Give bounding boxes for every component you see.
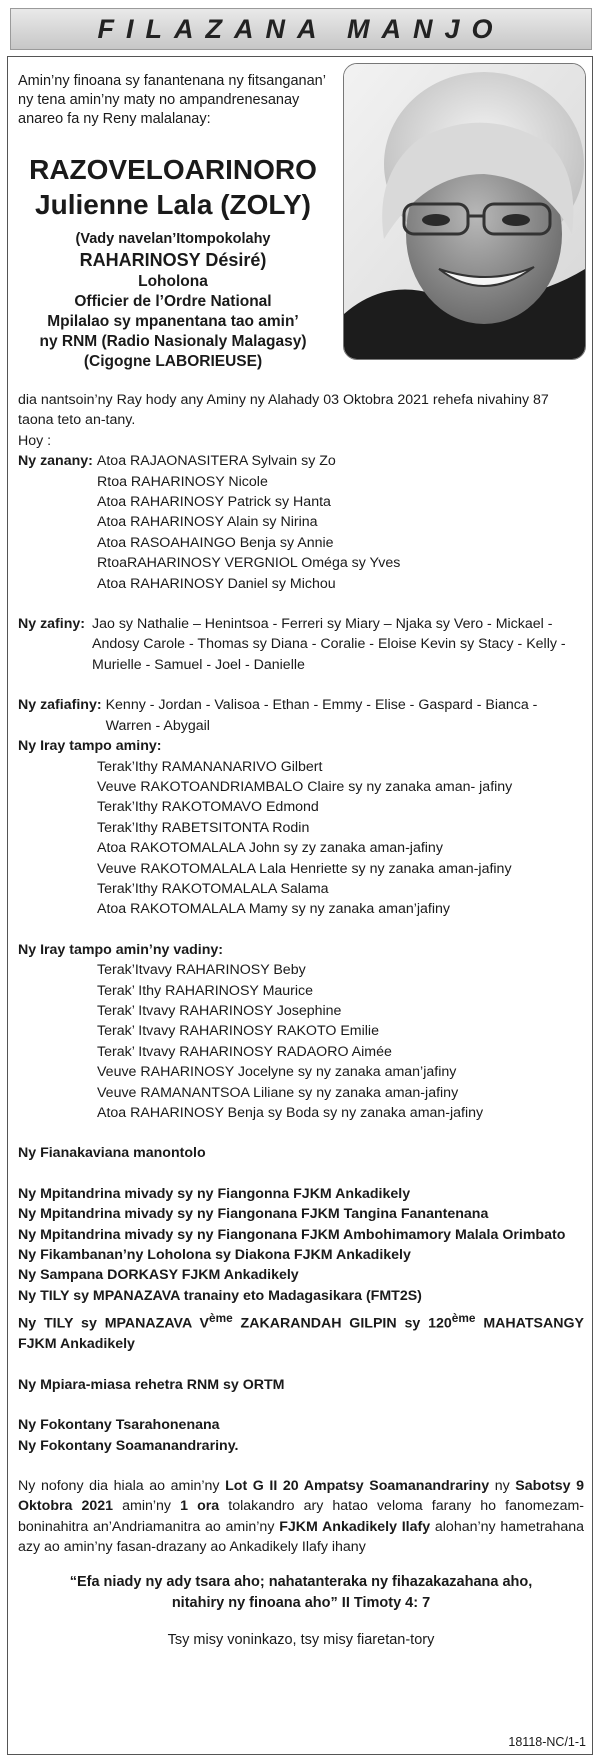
grandchildren-label: Ny zafiny: xyxy=(18,616,86,633)
list-item: RtoaRAHARINOSY VERGNIOL Oméga sy Yves xyxy=(97,555,401,572)
list-item: Atoa RASOAHAINGO Benja sy Annie xyxy=(97,534,334,551)
title-line: Loholona xyxy=(138,273,208,290)
tily-sup-1: ème xyxy=(209,1311,233,1326)
hoy-label: Hoy : xyxy=(18,432,52,449)
list-item: Terak’ Itvavy RAHARINOSY RADAORO Aimée xyxy=(97,1043,392,1060)
great-grandchildren-label: Ny zafiafiny: xyxy=(18,697,102,714)
funeral-church: FJKM Ankadikely Ilafy xyxy=(279,1518,431,1535)
group-line: Ny Sampana DORKASY FJKM Ankadikely xyxy=(18,1267,299,1284)
tily-line xyxy=(18,1308,584,1355)
children-section xyxy=(18,451,584,594)
whole-family: Ny Fianakaviana manontolo xyxy=(18,1145,206,1162)
list-item: Terak’Ithy RAKOTOMALALA Salama xyxy=(97,880,329,897)
title-line: Officier de l’Ordre National xyxy=(74,293,272,310)
list-item: Veuve RAHARINOSY Jocelyne sy ny zanaka aman’jafiny xyxy=(97,1064,457,1081)
funeral-text: amin’ny xyxy=(113,1498,181,1515)
closing-note: Tsy misy voninkazo, tsy misy fiaretan-tory xyxy=(167,1631,435,1648)
tily-text-2: ZAKARANDAH GILPIN sy 120 xyxy=(232,1315,452,1332)
deceased-block xyxy=(18,152,328,372)
grandchildren-text: Jao sy Nathalie – Henintsoa - Ferreri sy Miary – Njaka sy Vero - Mickael - Andosy Carole - Thomas sy Diana - Coralie - Eloise Kevin sy Stacy - Kelly - Murielle - Samuel - Joel - Danielle xyxy=(92,616,566,673)
spouse-line1: (Vady navelan’Itompokolahy xyxy=(75,231,271,247)
list-item: Veuve RAMANANTSOA Liliane sy ny zanaka aman-jafiny xyxy=(97,1084,459,1101)
funeral-date: Sabotsy 9 Oktobra 2021 xyxy=(18,1478,584,1515)
tily-text-3: MAHATSANGY FJKM Ankadikely xyxy=(18,1315,584,1353)
in-laws-label: Ny Iray tampo amin’ny vadiny: xyxy=(18,941,223,958)
announcement: dia nantsoin’ny Ray hody any Aminy ny Alahady 03 Oktobra 2021 rehefa nivahiny 87 taona teto an-tany. xyxy=(18,392,549,429)
funeral-text: tolakandro ary hatao veloma farany ho fanomezam-boninahitra an’Andriamanitra ao amin’ny xyxy=(18,1498,585,1535)
deceased-name-line1: RAZOVELOARINORO xyxy=(29,154,317,185)
deceased-titles xyxy=(18,272,328,372)
list-item: Atoa RAKOTOMALALA Mamy sy ny zanaka aman’jafiny xyxy=(97,901,450,918)
spouse-line2: RAHARINOSY Désiré) xyxy=(79,250,267,270)
list-item: Atoa RAHARINOSY Benja sy Boda sy ny zanaka aman-jafiny xyxy=(97,1105,484,1121)
group-line: Ny Mpitandrina mivady sy ny Fiangonana FJKM Ambohimamory Malala Orimbato xyxy=(18,1226,566,1243)
intro-text: Amin’ny finoana sy fanantenana ny fitsanganan’ ny tena amin’ny maty no ampandrenesanay anareo fa ny Reny malalanay: xyxy=(18,73,326,127)
list-item: Veuve RAKOTOANDRIAMBALO Claire sy ny zanaka aman- jafiny xyxy=(97,778,513,795)
groups-section xyxy=(18,1184,584,1355)
group-line: Ny Mpitandrina mivady sy ny Fiangonana FJKM Tangina Fanantenana xyxy=(18,1206,489,1223)
quote-line: “Efa niady ny ady tsara aho; nahatanteraka ny fihazakazahana aho, xyxy=(69,1573,533,1590)
list-item: Atoa RAHARINOSY Patrick sy Hanta xyxy=(97,494,331,511)
grandchildren-section xyxy=(18,614,584,675)
list-item: Atoa RAHARINOSY Alain sy Nirina xyxy=(97,514,318,531)
great-grandchildren-text: Kenny - Jordan - Valisoa - Ethan - Emmy - Elise - Gaspard - Bianca - Warren - Abygail xyxy=(105,697,538,734)
siblings-label: Ny Iray tampo aminy: xyxy=(18,738,162,755)
great-grandchildren-section xyxy=(18,695,584,736)
group-line: Ny TILY sy MPANAZAVA tranainy eto Madagasikara (FMT2S) xyxy=(18,1287,422,1304)
list-item: Atoa RAJAONASITERA Sylvain sy Zo xyxy=(96,453,336,470)
list-item: Atoa RAHARINOSY Daniel sy Michou xyxy=(97,575,336,592)
group-line: Ny Mpitandrina mivady sy ny Fiangonna FJKM Ankadikely xyxy=(18,1185,411,1202)
notice-body xyxy=(18,390,584,1650)
funeral-text: ny xyxy=(489,1478,516,1495)
list-item: Rtoa RAHARINOSY Nicole xyxy=(97,473,268,490)
in-laws-section xyxy=(18,940,584,1124)
tily-text-1: Ny TILY sy MPANAZAVA V xyxy=(18,1315,209,1332)
children-label: Ny zanany: xyxy=(18,453,93,470)
group-line: Ny Fikambanan’ny Loholona sy Diakona FJKM Ankadikely xyxy=(18,1247,411,1264)
list-item: Atoa RAKOTOMALALA John sy zy zanaka aman-jafiny xyxy=(97,840,443,857)
list-item: Terak’Itvavy RAHARINOSY Beby xyxy=(97,962,306,979)
funeral-text: Ny nofony dia hiala ao amin’ny xyxy=(18,1478,226,1495)
tily-sup-2: ème xyxy=(451,1311,476,1326)
list-item: Terak’Ithy RAKOTOMAVO Edmond xyxy=(97,799,319,816)
siblings-section xyxy=(18,736,584,920)
title-line: ny RNM (Radio Nasionaly Malagasy) xyxy=(39,333,307,350)
title-line: (Cigogne LABORIEUSE) xyxy=(83,353,263,370)
bible-quote xyxy=(18,1572,584,1614)
fokontany-line: Ny Fokontany Tsarahonenana xyxy=(18,1417,220,1434)
reference-code: 18118-NC/1-1 xyxy=(508,1735,586,1749)
funeral-text: alohan’ny hametrahana azy ao amin’ny fasan-drazany ao Ankadikely Ilafy ihany xyxy=(18,1518,585,1556)
list-item: Terak’ Itvavy RAHARINOSY RAKOTO Emilie xyxy=(97,1023,379,1040)
list-item: Terak’ Itvavy RAHARINOSY Josephine xyxy=(97,1002,342,1019)
list-item: Terak’ Ithy RAHARINOSY Maurice xyxy=(97,982,314,999)
fokontany-line: Ny Fokontany Soamanandrariny. xyxy=(18,1437,239,1454)
funeral-location: Lot G II 20 Ampatsy Soamanandrariny xyxy=(225,1478,490,1495)
colleagues-line: Ny Mpiara-miasa rehetra RNM sy ORTM xyxy=(18,1376,285,1393)
list-item: Terak’Ithy RAMANANARIVO Gilbert xyxy=(97,758,323,775)
banner-title: FILAZANA MANJO xyxy=(10,8,592,50)
list-item: Veuve RAKOTOMALALA Lala Henriette sy ny zanaka aman-jafiny xyxy=(97,860,512,877)
quote-line: nitahiry ny finoana aho” II Timoty 4: 7 xyxy=(171,1594,431,1611)
funeral-time: 1 ora xyxy=(180,1498,220,1515)
funeral-details xyxy=(18,1476,584,1558)
list-item: Terak’Ithy RABETSITONTA Rodin xyxy=(97,819,310,836)
title-line: Mpilalao sy mpanentana tao amin’ xyxy=(47,313,299,330)
deceased-name-line2: Julienne Lala (ZOLY) xyxy=(35,189,311,220)
portrait-photo xyxy=(343,63,586,360)
